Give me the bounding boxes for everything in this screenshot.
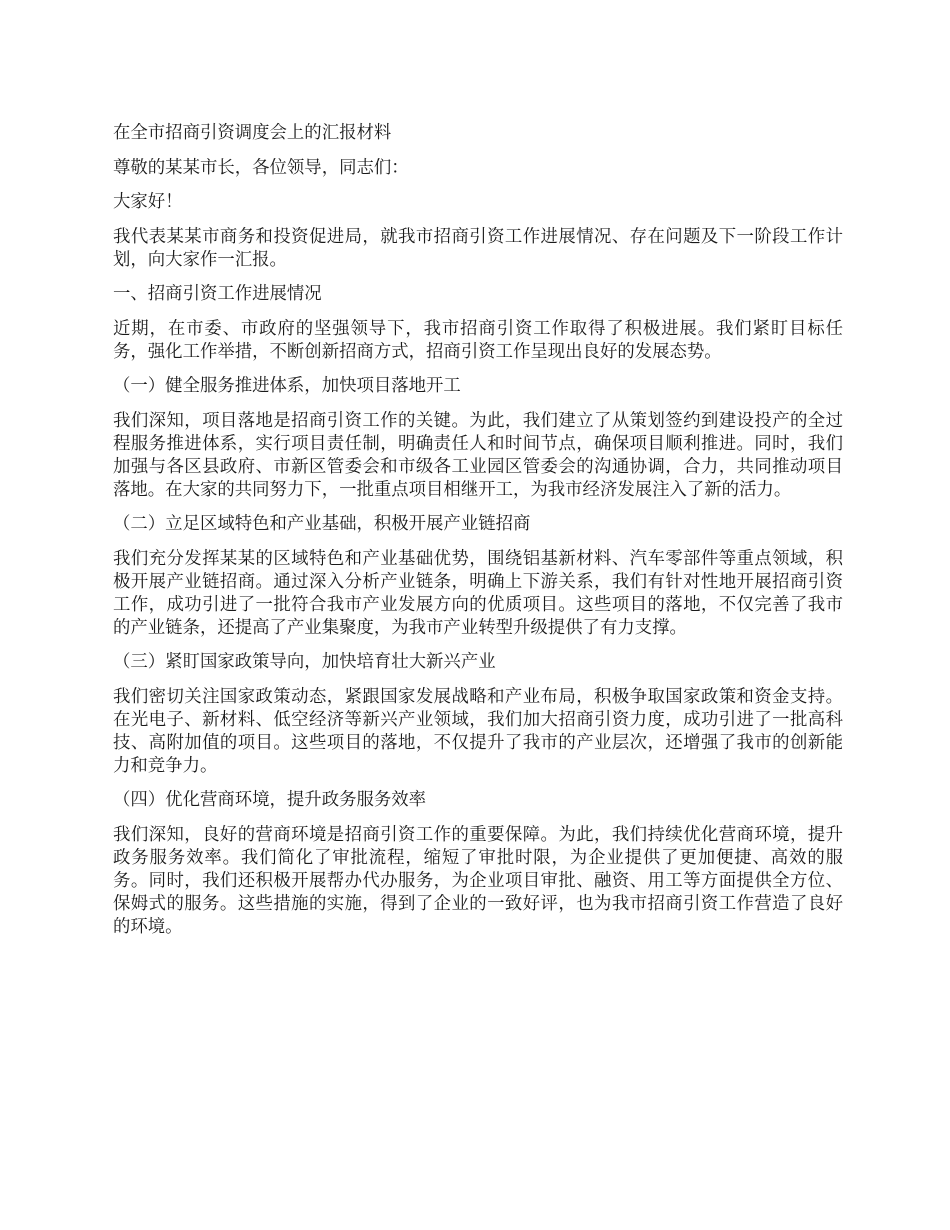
subsection-heading: （二）立足区域特色和产业基础，积极开展产业链招商 <box>113 514 531 534</box>
document-page <box>113 122 843 950</box>
subsection-paragraph: 我们充分发挥某某的区域特色和产业基础优势，围绕铝基新材料、汽车零部件等重点领域，积极开展产业链招商。通过深入分析产业链条，明确上下游关系，我们有针对性地开展招商引资工作，成功引进了一批符合我市产业发展方向的优质项目。这些项目的落地，不仅完善了我市的产业链条，还提高了产业集聚度，为我市产业转型升级提供了有力支撑。 <box>113 548 843 638</box>
section-intro-paragraph: 近期，在市委、市政府的坚强领导下，我市招商引资工作取得了积极进展。我们紧盯目标任务，强化工作举措，不断创新招商方式，招商引资工作呈现出良好的发展态势。 <box>113 318 843 362</box>
document-title: 在全市招商引资调度会上的汇报材料 <box>113 123 392 143</box>
subsection-paragraph: 我们密切关注国家政策动态，紧跟国家发展战略和产业布局，积极争取国家政策和资金支持。在光电子、新材料、低空经济等新兴产业领域，我们加大招商引资力度，成功引进了一批高科技、高附加值的项目。这些项目的落地，不仅提升了我市的产业层次，还增强了我市的创新能力和竞争力。 <box>113 686 843 776</box>
section-heading: 一、招商引资工作进展情况 <box>113 284 322 304</box>
greeting: 大家好！ <box>113 192 183 212</box>
salutation: 尊敬的某某市长，各位领导，同志们： <box>113 157 409 178</box>
subsection-paragraph: 我们深知，项目落地是招商引资工作的关键。为此，我们建立了从策划签约到建设投产的全过程服务推进体系，实行项目责任制，明确责任人和时间节点，确保项目顺利推进。同时，我们加强与各区县政府、市新区管委会和市级各工业园区管委会的沟通协调，合力，共同推动项目落地。在大家的共同努力下，一批重点项目相继开工，为我市经济发展注入了新的活力。 <box>113 410 843 500</box>
subsection-paragraph: 我们深知，良好的营商环境是招商引资工作的重要保障。为此，我们持续优化营商环境，提升政务服务效率。我们简化了审批流程，缩短了审批时限，为企业提供了更加便捷、高效的服务。同时，我们还积极开展帮办代办服务，为企业项目审批、融资、用工等方面提供全方位、保姆式的服务。这些措施的实施，得到了企业的一致好评，也为我市招商引资工作营造了良好的环境。 <box>113 824 843 937</box>
intro-paragraph: 我代表某某市商务和投资促进局，就我市招商引资工作进展情况、存在问题及下一阶段工作计划，向大家作一汇报。 <box>113 226 843 270</box>
subsection-heading: （四）优化营商环境，提升政务服务效率 <box>113 790 427 810</box>
subsection-heading: （三）紧盯国家政策导向，加快培育壮大新兴产业 <box>113 652 496 672</box>
subsection-heading: （一）健全服务推进体系，加快项目落地开工 <box>113 376 461 396</box>
